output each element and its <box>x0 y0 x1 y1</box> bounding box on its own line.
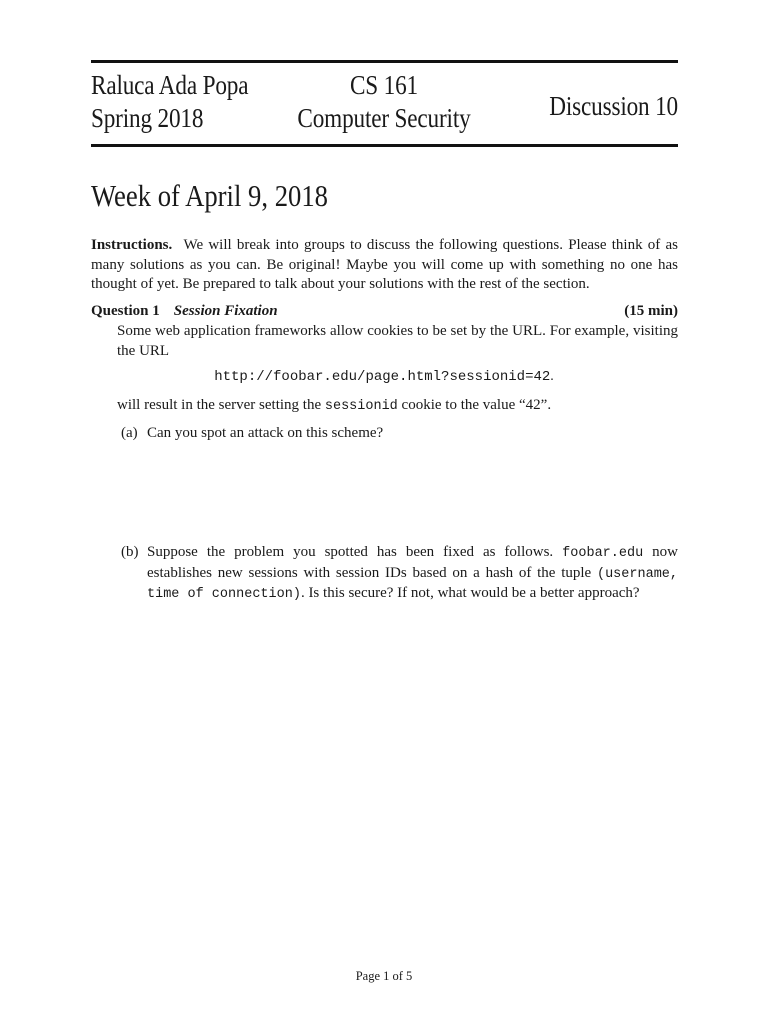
header-bottom-rule <box>91 144 678 147</box>
course-number: CS 161 <box>349 70 418 100</box>
sessionid-code: sessionid <box>324 399 398 414</box>
part-b-text <box>147 543 678 605</box>
document-title: Discussion 10 <box>549 91 678 121</box>
instructions-label: Instructions. <box>91 237 173 253</box>
example-url: http://foobar.edu/page.html?sessionid=42 <box>214 369 551 385</box>
instructions-paragraph <box>91 236 678 295</box>
part-b-text-1: Suppose the problem you spotted has been fixed as follows. <box>147 544 563 560</box>
question-1-title: Session Fixation <box>173 303 278 319</box>
term: Spring 2018 <box>91 103 204 133</box>
question-1-heading <box>91 302 678 321</box>
example-url-period: . <box>550 369 554 384</box>
instructions-text: We will break into groups to discuss the following questions. Please think of as many solutions as you can. Be original! Maybe you will come up with something no one has thought of yet. Be prepared to talk about your solutions with the rest of the section. <box>91 237 679 292</box>
question-1-intro: Some web application frameworks allow cookies to be set by the URL. For example, visiting the URL <box>117 323 678 359</box>
instructor-name: Raluca Ada Popa <box>91 70 249 100</box>
part-a-text: Can you spot an attack on this scheme? <box>147 425 384 441</box>
example-url-line <box>0 368 768 386</box>
result-text-pre: will result in the server setting the <box>117 397 325 413</box>
part-b <box>121 543 678 605</box>
question-1-time: (15 min) <box>624 303 678 319</box>
part-b-label: (b) <box>121 544 139 560</box>
result-text-post: cookie to the value “42”. <box>397 397 552 413</box>
question-1-result <box>117 396 678 417</box>
question-1-number: Question 1 <box>91 303 160 319</box>
part-b-text-2: now establishes new sessions with session IDs based on a hash of the tuple <box>147 544 679 581</box>
part-b-text-3: . Is this secure? If not, what would be a better approach? <box>300 585 640 601</box>
week-heading: Week of April 9, 2018 <box>91 178 329 213</box>
part-a-label: (a) <box>121 425 138 441</box>
course-title: Computer Security <box>297 103 471 133</box>
header-top-rule <box>91 60 678 63</box>
foobar-domain-code: foobar.edu <box>562 546 644 561</box>
page-number: Page 1 of 5 <box>355 969 413 983</box>
tuple-code: (username, time of connection) <box>147 566 678 602</box>
part-a <box>121 424 678 446</box>
